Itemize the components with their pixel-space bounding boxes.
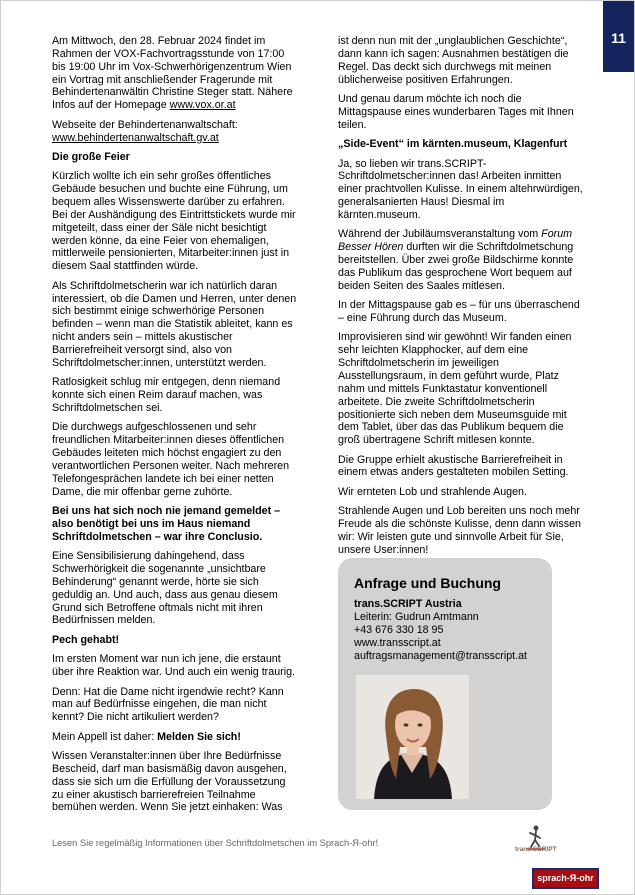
website-paragraph: [52, 119, 299, 145]
forum-name: Forum Besser Hören: [338, 228, 573, 254]
paragraph: Ratlosigkeit schlug mir entgegen, denn niemand konnte sich einen Reim darauf machen, was Schriftdolmetschen sei.: [52, 376, 281, 414]
paragraph: Die durchwegs aufgeschlossenen und sehr freundlichen Mitarbeiter:innen dieses öffentlichen Gebäudes leiteten mich höchst engagiert zu den verantwortlichen Personen weiter. Nach mehreren Telefongesprächen landete ich bei einer netten Dame, die mir offenbar gerne zuhörte.: [52, 421, 290, 498]
website-label: Webseite der Behindertenanwaltschaft:: [52, 118, 238, 131]
footer-text: Lesen Sie regelmäßig Informationen über Schriftdolmetschen im Sprach-Я-ohr!: [52, 838, 379, 848]
paragraph: Strahlende Augen und Lob bereiten uns noch mehr Freude als die schönste Kulisse, denn dann wissen wir: Wir leisten gute und sinnvolle Arbeit für Sie, unsere User:innen!: [338, 505, 581, 556]
section-heading-side-event: „Side-Event“ im kärnten.museum, Klagenfurt: [338, 138, 568, 151]
contact-phone[interactable]: +43 676 330 18 95: [354, 623, 444, 636]
section-heading-feier: Die große Feier: [52, 150, 130, 163]
contact-title: Anfrage und Buchung: [354, 575, 501, 591]
behindertenanwaltschaft-link[interactable]: www.behindertenanwaltschaft.gv.at: [52, 131, 219, 144]
paragraph: Die Gruppe erhielt akustische Barrierefreiheit in einem etwas anders gestalteten mobilen Setting.: [338, 453, 569, 479]
right-column: [338, 35, 588, 563]
paragraph: Als Schriftdolmetscherin war ich natürlich daran interessiert, ob die Damen und Herren, unter denen sich bestimmt einige schwerhörige Personen befinden – wenn man die Statistik ableitet, kann es nicht anders sein – mittels akustischer Barrierefreiheit versorgt sind, also von Schriftdolmetscher:innen, unterstützt werden.: [52, 279, 297, 369]
appeal-bold: Melden Sie sich!: [157, 730, 241, 743]
contact-lead: Leiterin: Gudrun Amtmann: [354, 610, 479, 623]
contact-info: [354, 598, 527, 663]
contact-company: trans.SCRIPT Austria: [354, 598, 462, 610]
intro-paragraph: [52, 35, 299, 112]
contact-box: [338, 558, 552, 810]
paragraph: Denn: Hat die Dame nicht irgendwie recht? Kann man auf Bedürfnisse eingehen, die man nicht kennt? Die nicht artikuliert werden?: [52, 685, 284, 724]
paragraph: ist denn nun mit der „unglaublichen Geschichte“, dann kann ich sagen: Ausnahmen bestätigen die Regel. Das deckt sich durchwegs mit meinen üblicherweise positiven Erfahrungen.: [338, 35, 569, 86]
paragraph: Ja, so lieben wir trans.SCRIPT-Schriftdolmetscher:innen das! Arbeiten inmitten einer prachtvollen Kulisse. In einem altehrwürdigen, generalsanierten Haus! Diesmal im kärnten.museum.: [338, 157, 583, 221]
appeal-paragraph: [52, 731, 299, 744]
vox-link[interactable]: www.vox.or.at: [169, 99, 236, 112]
forum-text-pre: Während der Jubiläumsveranstaltung vom: [338, 228, 542, 241]
bold-quote: Bei uns hat sich noch nie jemand gemeldet – also benötigt bei uns im Haus niemand Schriftdolmetschen – war ihre Conclusio.: [52, 505, 281, 543]
appeal-text: Mein Appell ist daher:: [52, 730, 158, 743]
portrait-photo: [356, 675, 469, 799]
sprach-ohr-badge: sprach-Я-ohr: [532, 868, 599, 889]
paragraph: Wir ernteten Lob und strahlende Augen.: [338, 485, 527, 498]
page-number: 11: [603, 1, 634, 72]
paragraph: Und genau darum möchte ich noch die Mittagspause eines wunderbaren Tages mit Ihnen teilen.: [338, 92, 574, 131]
transscript-logo-text: trans.SCRIPT: [515, 846, 557, 853]
paragraph: Eine Sensibilisierung dahingehend, dass Schwerhörigkeit die sogenannte „unsichtbare Behinderung“ genannt werde, hörte sie sich geduldig an. Und auch, dass aus genau diesem Grund sich Betroffene oftmals nicht mit ihren Bedürfnissen melden.: [52, 550, 278, 627]
paragraph: Improvisieren sind wir gewöhnt! Wir fanden einen sehr leichten Klapphocker, auf dem eine Schriftdolmetscherin im jeweiligen Ausstellungsraum, in dem geführt wurde, Platz nahm und mittels Funktastatur konventionell arbeitete. Die zweite Schriftdolmetscherin positionierte sich neben dem Museumsguide mit dem Tablet, über das das Publikum bequem die groß übertragene Schrift mitlesen konnte.: [338, 331, 572, 447]
left-column: [52, 35, 299, 821]
paragraph: Im ersten Moment war nun ich jene, die erstaunt über ihre Reaktion war. Und auch ein wenig traurig.: [52, 653, 295, 679]
paragraph: Kürzlich wollte ich ein sehr großes öffentliches Gebäude besuchen und buchte eine Führung, um bequem alles Wissenswerte darüber zu erfahren. Bei der Aushändigung des Eintrittstickets wurde mir mitgeteilt, dass einer der Säle nicht besichtigt werden könne, da eine Feier von ehemaligen, mittlerweile pensionierten, Mitarbeiter:innen just in diesem Saal stattfinden würde.: [52, 170, 296, 273]
intro-text: Am Mittwoch, den 28. Februar 2024 findet im Rahmen der VOX-Fachvortragsstunde von 17:00 bis 19:00 Uhr im Vox-Schwerhörigenzentrum Wien ein Vortrag mit anschließender Fragerunde mit Behindertenanwältin Christine Steger statt. Nähere Infos auf der Homepage: [52, 35, 293, 112]
contact-email[interactable]: auftragsmanagement@transscript.at: [354, 649, 528, 662]
section-heading-pech: Pech gehabt!: [52, 633, 120, 646]
paragraph: Wissen Veranstalter:innen über Ihre Bedürfnisse Bescheid, darf man basismäßig davon ausgehen, dass sie sich um die Erfüllung der Voraussetzung zu einer akustisch barrierefreien Teilnahme bemühen werden. Wenn Sie jetzt einhaken: Was: [52, 750, 287, 814]
forum-text-post: durften wir die Schriftdolmetschung bereitstellen. Über zwei große Bildschirme konnte das Publikum das gesprochene Wort bequem auf beiden Seiten des Saales mitlesen.: [338, 241, 574, 292]
paragraph: In der Mittagspause gab es – für uns überraschend – eine Führung durch das Museum.: [338, 299, 580, 324]
contact-web[interactable]: www.transscript.at: [354, 636, 441, 649]
forum-paragraph: [338, 228, 588, 292]
